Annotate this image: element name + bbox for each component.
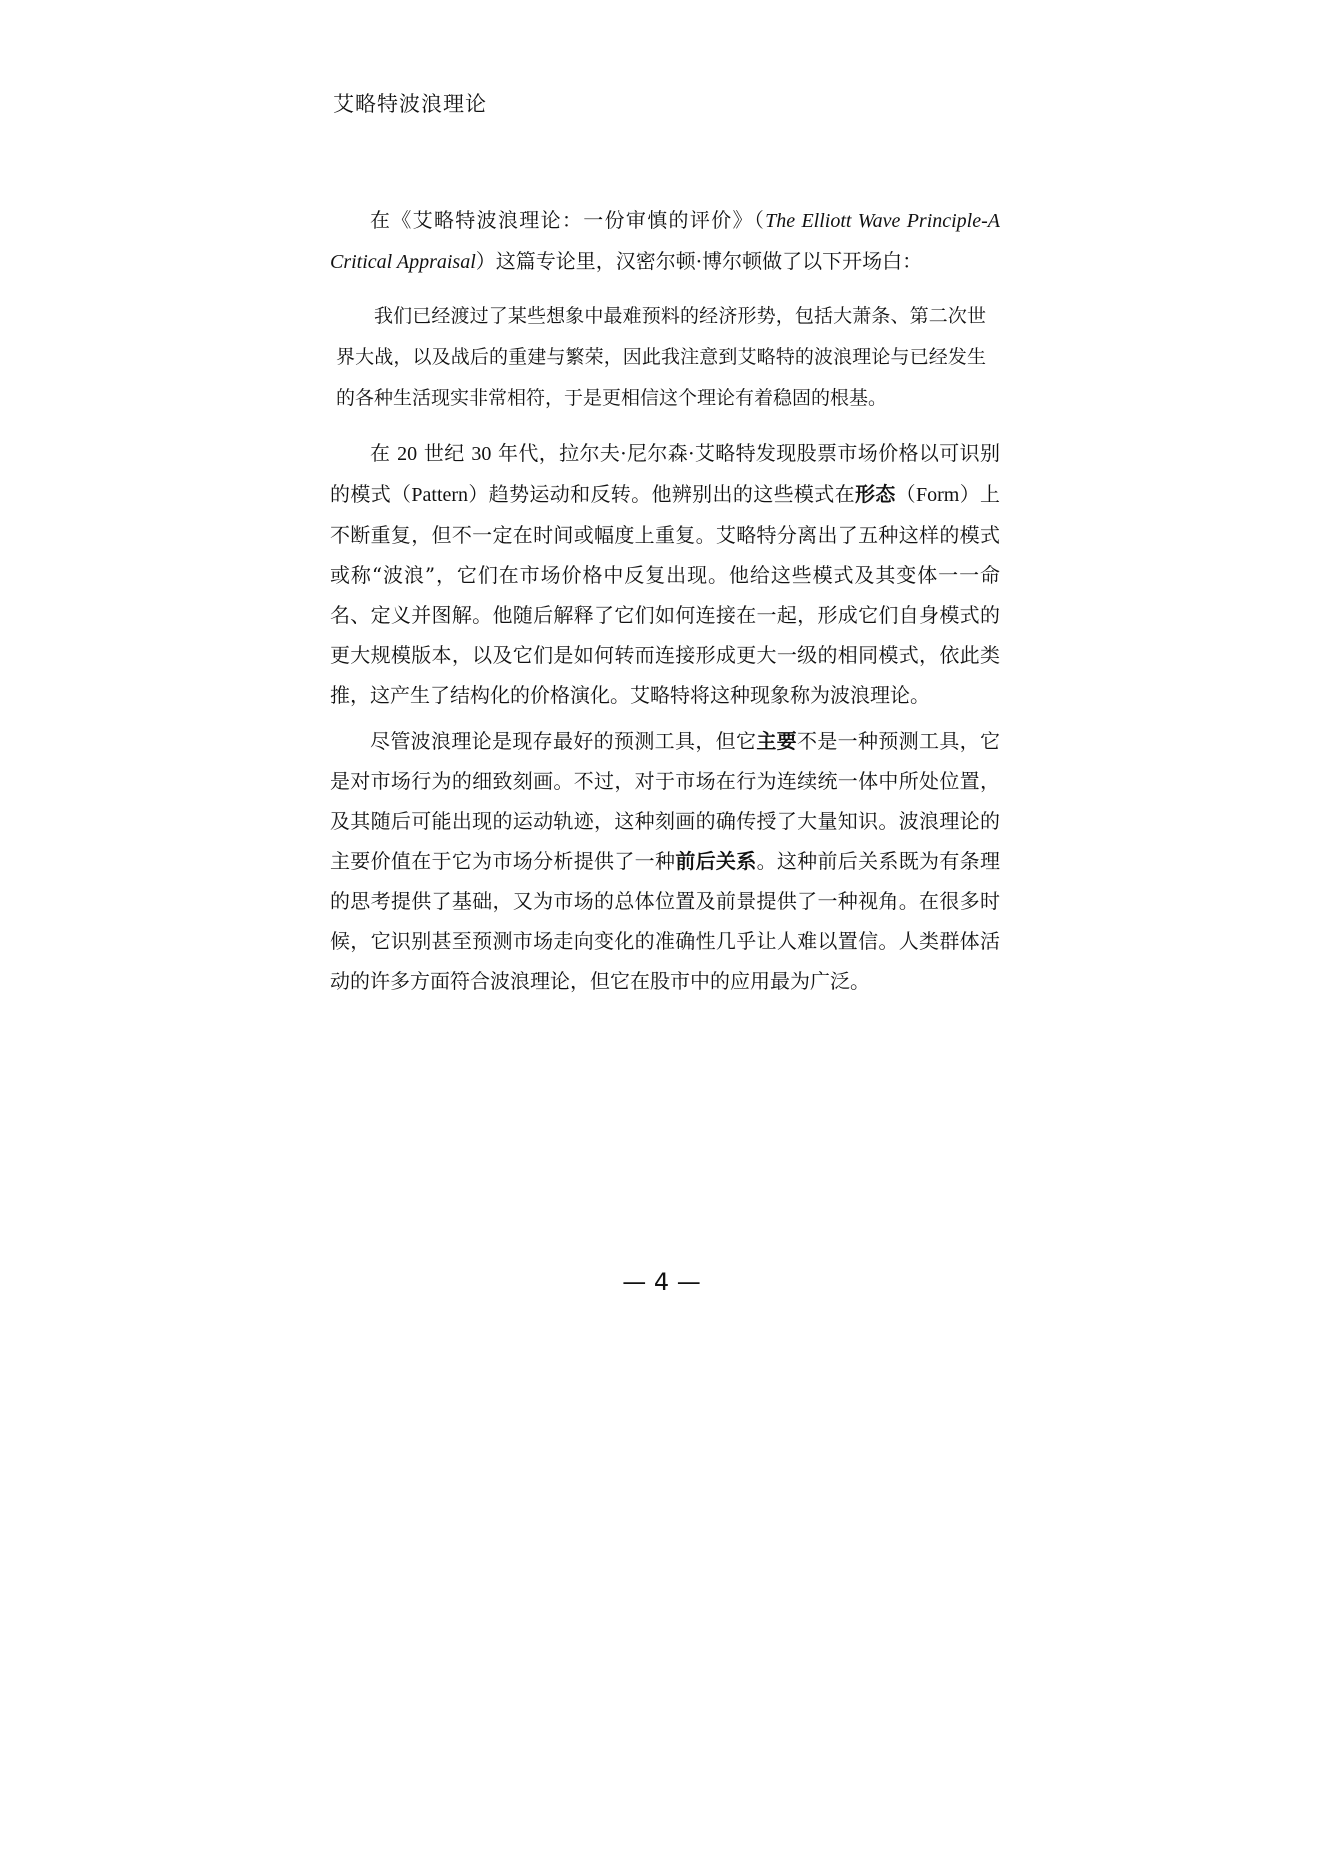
number-run: 20 bbox=[397, 443, 418, 465]
bold-term: 前后关系 bbox=[675, 849, 757, 873]
text-run: ）上不断重复，但不一定在时间或幅度上重复。艾略特分离出了五种这样的模式或称“波浪”，它们在市场价格中反复出现。他给这些模式及其变体一一命名、定义并图解。他随后解释了它们如何连接在一起，形成它们自身模式的更大规模版本，以及它们是如何转而连接形成更大一级的相同模式，依此类推，这产生了结构化的价格演化。艾略特将这种现象称为波浪理论。 bbox=[330, 482, 1001, 707]
text-run: 年代，拉尔夫·尼尔森·艾略特发现股票市场价格以可识别的模式（ bbox=[330, 441, 1001, 506]
text-run: 世纪 bbox=[417, 441, 472, 465]
text-run: 尽管波浪理论是现存最好的预测工具，但它 bbox=[370, 729, 757, 753]
text-run: ）趋势运动和反转。他辨别出的这些模式在 bbox=[468, 482, 855, 506]
number-run: 30 bbox=[471, 443, 492, 465]
paragraph-wave-value bbox=[330, 721, 1000, 1001]
block-quote: 我们已经渡过了某些想象中最难预料的经济形势，包括大萧条、第二次世界大战，以及战后的重建与繁荣，因此我注意到艾略特的波浪理论与已经发生的各种生活现实非常相符，于是更相信这个理论有着稳固的根基。 bbox=[336, 305, 986, 409]
book-title: 艾略特波浪理论 bbox=[333, 92, 487, 116]
english-term: Pattern bbox=[411, 484, 469, 506]
text-run: 。这种前后关系既为有条理的思考提供了基础，又为市场的总体位置及前景提供了一种视角。在很多时候，它识别甚至预测市场走向变化的准确性几乎让人难以置信。人类群体活动的许多方面符合波浪理论，但它在股市中的应用最为广泛。 bbox=[330, 849, 1000, 993]
intro-post-text: ）这篇专论里，汉密尔顿·博尔顿做了以下开场白： bbox=[475, 249, 923, 273]
english-book-title: The Elliott Wave Principle-A Critical Appraisal bbox=[330, 210, 1000, 273]
page-number: — 4 — bbox=[622, 1268, 701, 1296]
english-term: Form bbox=[916, 484, 960, 506]
paragraph-wave-discovery bbox=[330, 433, 1000, 715]
intro-paragraph bbox=[330, 200, 1000, 282]
text-run: （ bbox=[895, 482, 917, 506]
intro-pre-text: 在《艾略特波浪理论：一份审慎的评价》（ bbox=[370, 208, 766, 232]
page-body bbox=[330, 200, 1000, 1001]
bold-term: 主要 bbox=[756, 729, 798, 753]
text-run: 在 bbox=[370, 441, 398, 465]
bold-term: 形态 bbox=[854, 482, 896, 506]
text-run: 不是一种预测工具，它是对市场行为的细致刻画。不过，对于市场在行为连续统一体中所处位置，及其随后可能出现的运动轨迹，这种刻画的确传授了大量知识。波浪理论的主要价值在于它为市场分析提供了一种 bbox=[330, 729, 1001, 873]
running-header bbox=[333, 88, 487, 118]
